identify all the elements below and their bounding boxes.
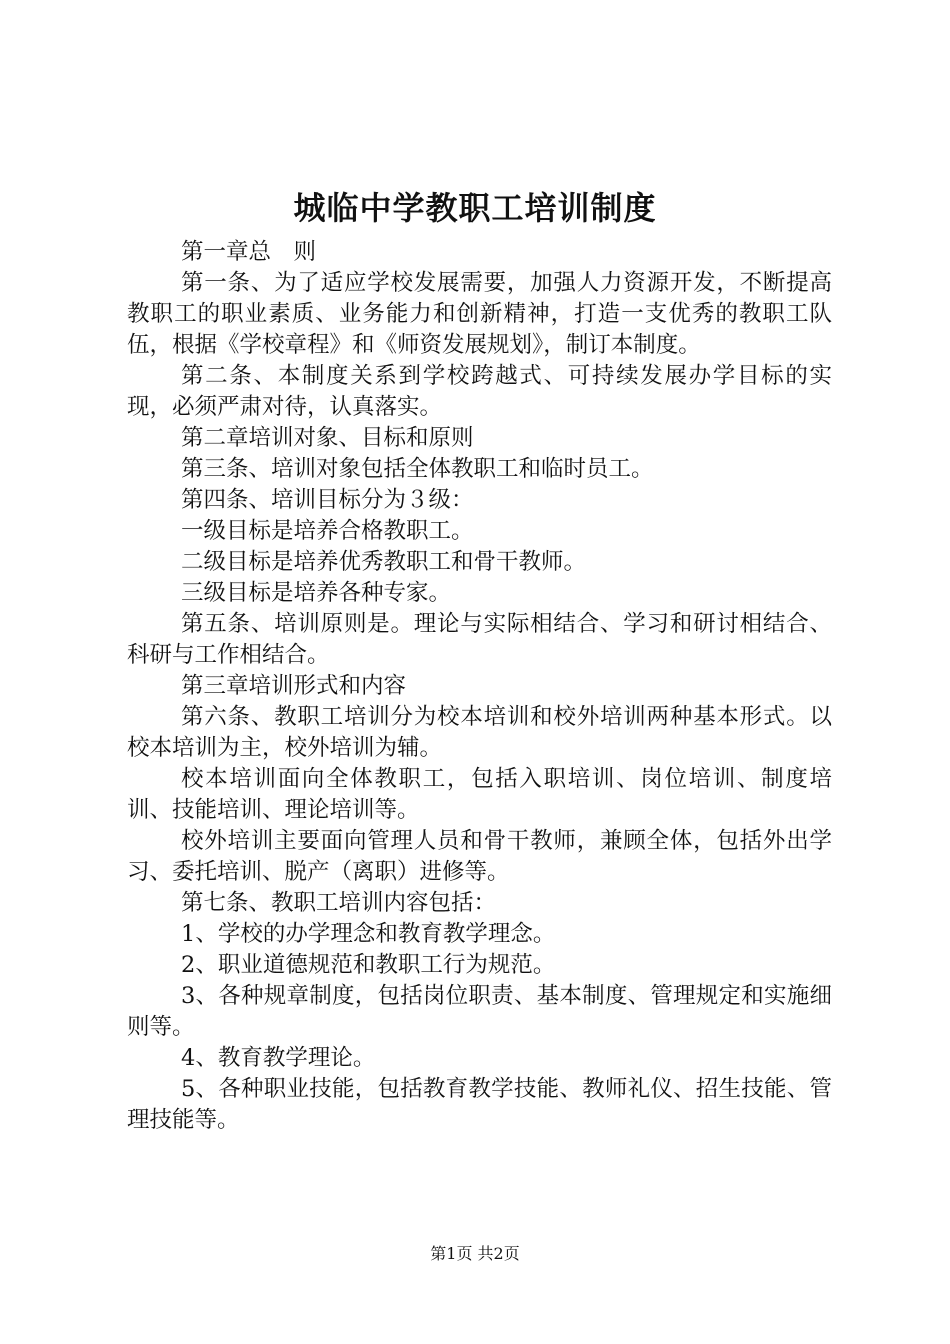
page-footer: 第1页 共2页 xyxy=(430,1244,520,1263)
paragraph: 第一条、为了适应学校发展需要，加强人力资源开发，不断提高教职工的职业素质、业务能力和创新精神，打造一支优秀的教职工队伍，根据《学校章程》和《师资发展规划》，制订本制度。 xyxy=(127,270,832,358)
list-item: 4、教育教学理论。 xyxy=(181,1045,376,1071)
document-title: 城临中学教职工培训制度 xyxy=(293,189,657,227)
paragraph: 二级目标是培养优秀教职工和骨干教师。 xyxy=(181,549,587,575)
list-item: 3、各种规章制度，包括岗位职责、基本制度、管理规定和实施细则等。 xyxy=(127,983,832,1040)
paragraph: 第六条、教职工培训分为校本培训和校外培训两种基本形式。以校本培训为主，校外培训为辅。 xyxy=(127,704,832,761)
chapter-heading: 第三章培训形式和内容 xyxy=(181,673,407,699)
paragraph: 校外培训主要面向管理人员和骨干教师，兼顾全体，包括外出学习、委托培训、脱产（离职）进修等。 xyxy=(127,828,832,885)
paragraph: 第二条、本制度关系到学校跨越式、可持续发展办学目标的实现，必须严肃对待，认真落实。 xyxy=(127,363,832,420)
list-item: 5、各种职业技能，包括教育教学技能、教师礼仪、招生技能、管理技能等。 xyxy=(127,1076,832,1133)
list-item: 1、学校的办学理念和教育教学理念。 xyxy=(181,921,556,947)
paragraph: 校本培训面向全体教职工，包括入职培训、岗位培训、制度培训、技能培训、理论培训等。 xyxy=(127,766,832,823)
paragraph: 第五条、培训原则是。理论与实际相结合、学习和研讨相结合、科研与工作相结合。 xyxy=(127,611,832,668)
paragraph: 第四条、培训目标分为３级： xyxy=(181,487,474,513)
list-item: 2、职业道德规范和教职工行为规范。 xyxy=(181,952,556,978)
paragraph: 三级目标是培养各种专家。 xyxy=(181,580,452,606)
paragraph: 第七条、教职工培训内容包括： xyxy=(181,890,497,916)
chapter-heading: 第二章培训对象、目标和原则 xyxy=(181,425,474,451)
document-body xyxy=(127,237,832,1136)
paragraph: 一级目标是培养合格教职工。 xyxy=(181,518,474,544)
paragraph: 第三条、培训对象包括全体教职工和临时员工。 xyxy=(181,456,654,482)
chapter-heading: 第一章总 则 xyxy=(181,239,317,265)
